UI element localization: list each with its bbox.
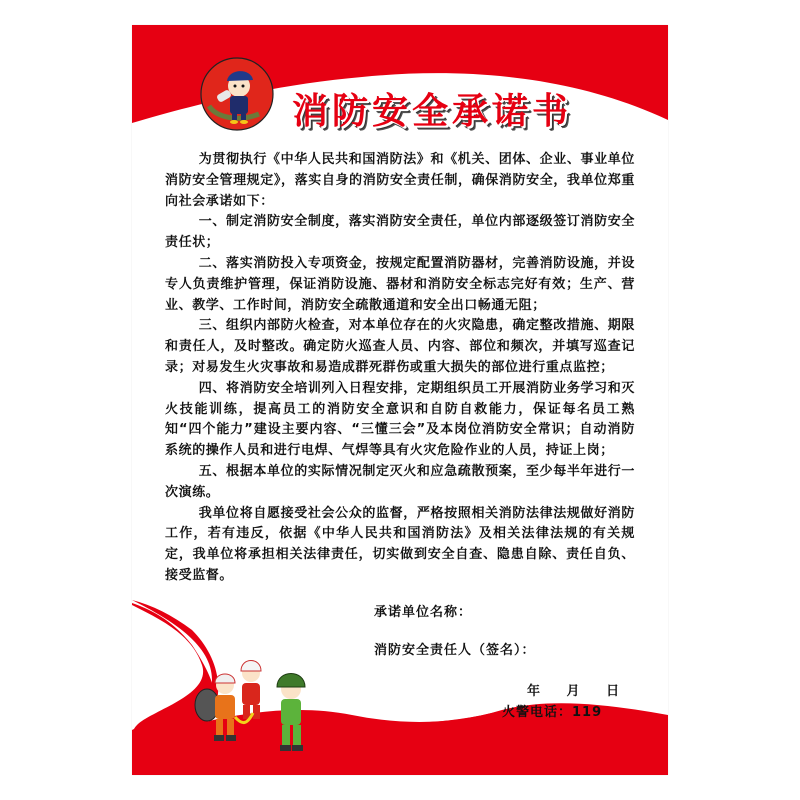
pledge-item-1: 一、制定消防安全制度，落实消防安全责任，单位内部逐级签订消防安全责任状； bbox=[165, 214, 635, 251]
closing-paragraph: 我单位将自愿接受社会公众的监督，严格按照相关消防法律法规做好消防工作，若有违反，依据《中华人民共和国消防法》及相关法律法规的有关规定，我单位将承担相关法律责任，切实做到安全自查、隐患自除、责任自负、接受监督。 bbox=[165, 505, 635, 583]
month-label: 月 bbox=[566, 684, 580, 699]
phone-number: 119 bbox=[572, 705, 603, 720]
day-label: 日 bbox=[606, 684, 620, 699]
pledge-item-3: 三、组织内部防火检查，对本单位存在的火灾隐患，确定整改措施、期限和责任人，及时整改。确定防火巡查人员、内容、部位和频次，并填写巡查记录；对易发生火灾事故和易造成群死群伤或重大损失的部位进行重点监控； bbox=[165, 318, 635, 375]
intro-paragraph: 为贯彻执行《中华人民共和国消防法》和《机关、团体、企业、事业单位消防安全管理规定》，落实自身的消防安全责任制，确保消防安全，我单位郑重向社会承诺如下： bbox=[165, 152, 635, 209]
fire-safety-pledge-poster bbox=[132, 25, 668, 775]
pledging-unit-label: 承诺单位名称： bbox=[374, 605, 473, 620]
pledge-item-4: 四、将消防安全培训列入日程安排，定期组织员工开展消防业务学习和灭火技能训练，提高员工的消防安全意识和自防自救能力，保证每名员工熟知“四个能力”建设主要内容、“三懂三会”及本岗位消防安全常识；自动消防系统的操作人员和进行电焊、气焊等具有火灾危险作业的人员，持证上岗； bbox=[165, 380, 635, 459]
responsible-person-signature-label: 消防安全责任人（签名）： bbox=[374, 643, 536, 658]
firefighter-cartoon-characters bbox=[187, 655, 327, 765]
date-row bbox=[527, 680, 641, 699]
pledge-item-5: 五、根据本单位的实际情况制定灭火和应急疏散预案，至少每半年进行一次演练。 bbox=[165, 463, 635, 500]
year-label: 年 bbox=[527, 684, 541, 699]
page-title: 消防安全承诺书 bbox=[292, 91, 573, 132]
firefighter-mascot-icon bbox=[199, 56, 275, 132]
pledge-body bbox=[165, 150, 635, 587]
fire-alarm-phone bbox=[502, 701, 602, 720]
pledge-item-2: 二、落实消防投入专项资金，按规定配置消防器材，完善消防设施，并设专人负责维护管理，保证消防设施、器材和消防安全标志完好有效；生产、营业、教学、工作时间，消防安全疏散通道和安全出口畅通无阻； bbox=[165, 255, 635, 313]
phone-label: 火警电话： bbox=[502, 705, 573, 720]
